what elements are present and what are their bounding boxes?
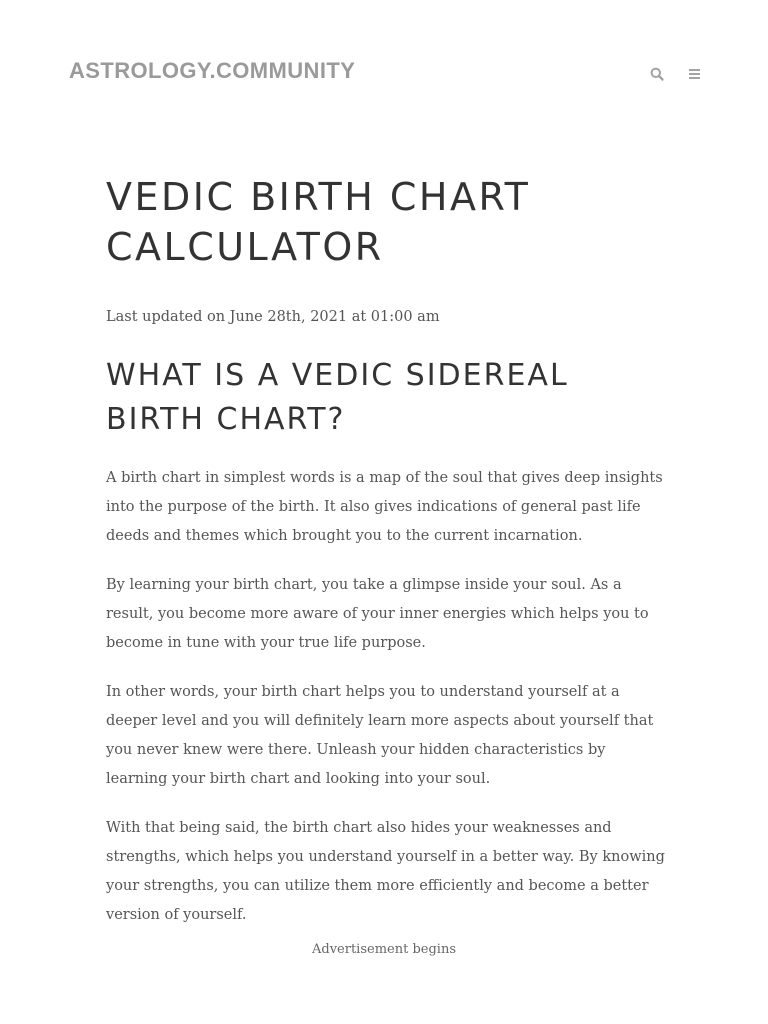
site-title-link[interactable]: ASTROLOGY.COMMUNITY — [69, 58, 356, 83]
article-paragraph: A birth chart in simplest words is a map of the soul that gives deep insights into the purpose of the birth. It also gives indications of general past life deeds and themes which brought you to the current incarnation. — [106, 470, 663, 544]
page-title: VEDIC BIRTH CHART CALCULATOR — [106, 175, 531, 269]
article-paragraph: With that being said, the birth chart also hides your weaknesses and strengths, which helps you understand yourself in a better way. By knowing your strengths, you can utilize them more efficiently and become a better version of yourself. — [106, 820, 665, 923]
advertisement-label: Advertisement begins — [312, 942, 456, 957]
last-updated-text: Last updated on June 28th, 2021 at 01:00 am — [106, 309, 440, 325]
site-header — [0, 0, 768, 130]
article-paragraph: In other words, your birth chart helps you to understand yourself at a deeper level and you will definitely learn more aspects about yourself that you never knew were there. Unleash your hidden characteristics by learning your birth chart and looking into your soul. — [106, 684, 654, 787]
article-content — [106, 172, 666, 930]
search-icon[interactable] — [649, 66, 665, 82]
menu-icon[interactable] — [687, 66, 703, 82]
section-heading: WHAT IS A VEDIC SIDEREAL BIRTH CHART? — [106, 358, 569, 437]
article-paragraph: By learning your birth chart, you take a glimpse inside your soul. As a result, you become more aware of your inner energies which helps you to become in tune with your true life purpose. — [106, 577, 649, 651]
